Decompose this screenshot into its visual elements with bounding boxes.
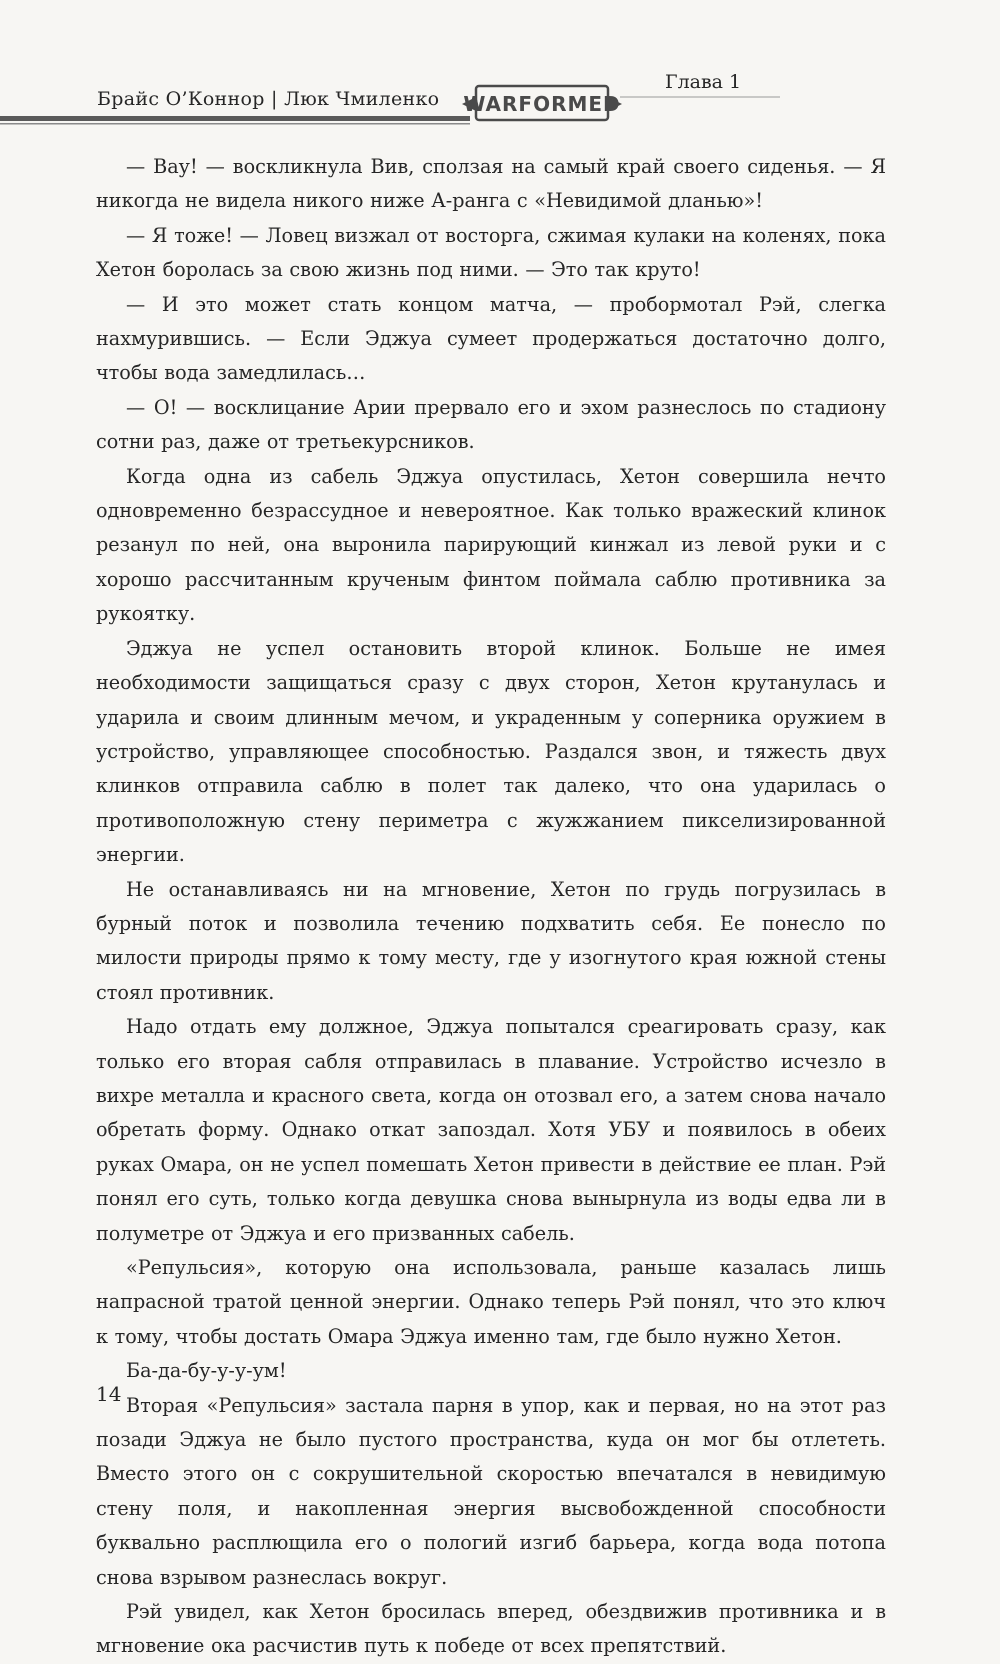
page-number: 14	[96, 1382, 122, 1406]
paragraph: «Репульсия», которую она использовала, раньше казалась лишь напрасной тратой ценной энергии. Однако теперь Рэй понял, что это ключ к тому, чтобы достать Омара Эджуа именно там, где было нужно Хетон.	[96, 1256, 886, 1348]
paragraph: Рэй увидел, как Хетон бросилась вперед, обездвижив противника и в мгновение ока расчистив путь к победе от всех препятствий.	[96, 1600, 886, 1658]
paragraph: Эджуа не успел остановить второй клинок. Больше не имея необходимости защищаться сразу с двух сторон, Хетон крутанулась и ударила и своим длинным мечом, и украденным у соперника оружием в устройство, управляющее способностью. Раздался звон, и тяжесть двух клинков отправила саблю в полет так далеко, что она ударилась о противоположную стену периметра с жужжанием пикселизированной энергии.	[96, 636, 886, 867]
paragraph: — О! — восклицание Арии прервало его и эхом разнеслось по стадиону сотни раз, даже от третьекурсников.	[96, 395, 886, 454]
paragraph: Не останавливаясь ни на мгновение, Хетон по грудь погрузилась в бурный поток и позволила течению подхватить себя. Ее понесло по милости природы прямо к тому месту, где у изогнутого края южной стены стоял противник.	[96, 877, 886, 1004]
running-header	[0, 40, 1000, 130]
paragraph: Надо отдать ему должное, Эджуа попытался среагировать сразу, как только его вторая сабля отправилась в плавание. Устройство исчезло в вихре металла и красного света, когда он отозвал его, а затем снова начало обретать форму. Однако откат запоздал. Хотя УБУ и появилось в обеих руках Омара, он не успел помешать Хетон привести в действие ее план. Рэй понял его суть, только когда девушка снова вынырнула из воды едва ли в полуметре от Эджуа и его призванных сабель.	[96, 1015, 886, 1245]
chapter-label: Глава 1	[665, 71, 742, 93]
main-text	[96, 150, 886, 1664]
warformed-logo	[462, 78, 622, 126]
header-authors: Брайс О’Коннор | Люк Чмиленко	[97, 88, 440, 110]
paragraph: — Я тоже! — Ловец визжал от восторга, сжимая кулаки на коленях, пока Хетон боролась за свою жизнь под ними. — Это так круто!	[96, 223, 886, 282]
paragraph: Ба-да-бу-у-у-ум!	[126, 1359, 287, 1383]
logo-text: WARFORMED	[463, 92, 621, 116]
paragraph: Вторая «Репульсия» застала парня в упор, как и первая, но на этот раз позади Эджуа не было пустого пространства, куда он мог бы отлететь. Вместо этого он с сокрушительной скоростью впечатался в невидимую стену поля, и накопленная энергия высвобожденной способности буквально расплющила его о пологий изгиб барьера, когда вода потопа снова взрывом разнеслась вокруг.	[96, 1393, 886, 1589]
paragraph: — И это может стать концом матча, — пробормотал Рэй, слегка нахмурившись. — Если Эджуа сумеет продержаться достаточно долго, чтобы вода замедлилась…	[96, 292, 886, 385]
paragraph: Когда одна из сабель Эджуа опустилась, Хетон совершила нечто одновременно безрассудное и невероятное. Как только вражеский клинок резанул по ней, она выронила парирующий кинжал из левой руки и с хорошо рассчитанным крученым финтом поймала саблю противника за рукоятку.	[96, 464, 886, 626]
paragraph: — Вау! — воскликнула Вив, сползая на самый край своего сиденья. — Я никогда не видела никого ниже А-ранга с «Невидимой дланью»!	[96, 155, 886, 213]
